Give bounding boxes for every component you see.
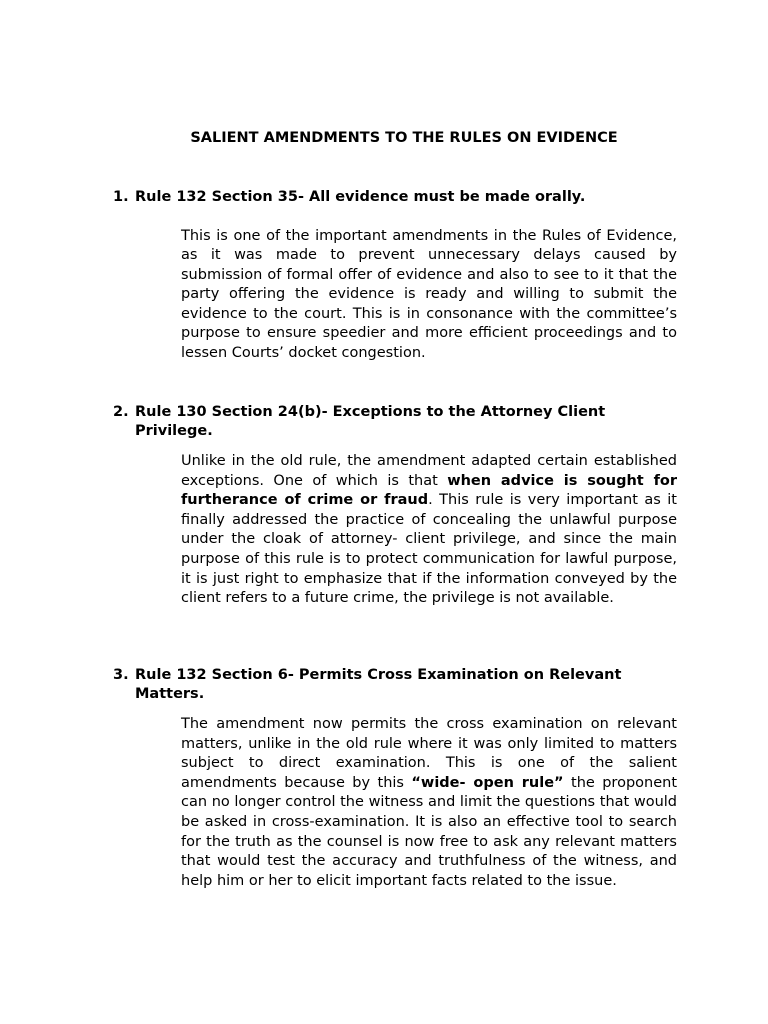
section-heading-text: Rule 132 Section 6- Permits Cross Examination on Relevant Matters.: [135, 667, 622, 702]
section-heading: [113, 666, 677, 703]
body-text: Unlike in the old rule, the amendment adapted certain established exceptions. One of which is that: [181, 453, 677, 489]
section-rule-132-sec-35: [113, 188, 677, 364]
section-rule-130-sec-24b: [113, 403, 677, 609]
section-heading-text: Rule 132 Section 35- All evidence must be made orally.: [135, 189, 586, 205]
section-number: 2.: [113, 404, 129, 420]
section-body: This is one of the important amendments in the Rules of Evidence, as it was made to prevent unnecessary delays caused by submission of formal offer of evidence and also to see to it that the party offering the evidence is ready and willing to submit the evidence to the court. This is in consonance with the committee’s purpose to ensure speedier and more efficient proceedings and to lessen Courts’ docket congestion.: [181, 227, 677, 362]
body-text: the proponent can no longer control the witness and limit the questions that would be asked in cross-examination. It is also an effective tool to search for the truth as the counsel is now free to ask any relevant matters that would test the accuracy and truthfulness of the witness, and help him or her to elicit important facts related to the issue.: [181, 774, 678, 889]
body-text: The amendment now permits the cross examination on relevant matters, unlike in the old rule where it was only limited to matters subject to direct examination. This is one of the salient amendments because by this: [181, 716, 677, 791]
section-heading: [113, 403, 677, 440]
body-text: . This rule is very important as it finally addressed the practice of concealing the unlawful purpose under the cloak of attorney- client privilege, and since the main purpose of this rule is to protect communication for lawful purpose, it is just right to emphasize that if the information conveyed by the client refers to a future crime, the privilege is not available.: [181, 492, 677, 607]
section-number: 1.: [113, 189, 129, 205]
page-title: SALIENT AMENDMENTS TO THE RULES ON EVIDENCE: [190, 130, 618, 146]
body-emphasis: when advice is sought for furtherance of crime or fraud: [181, 472, 677, 509]
section-body: [181, 715, 677, 891]
body-emphasis: “wide- open rule”: [411, 774, 564, 791]
section-heading-text: Rule 130 Section 24(b)- Exceptions to the Attorney Client Privilege.: [135, 404, 606, 439]
section-body: [181, 452, 677, 609]
section-number: 3.: [113, 667, 129, 683]
section-heading: [113, 188, 677, 207]
section-rule-132-sec-6: [113, 666, 677, 891]
